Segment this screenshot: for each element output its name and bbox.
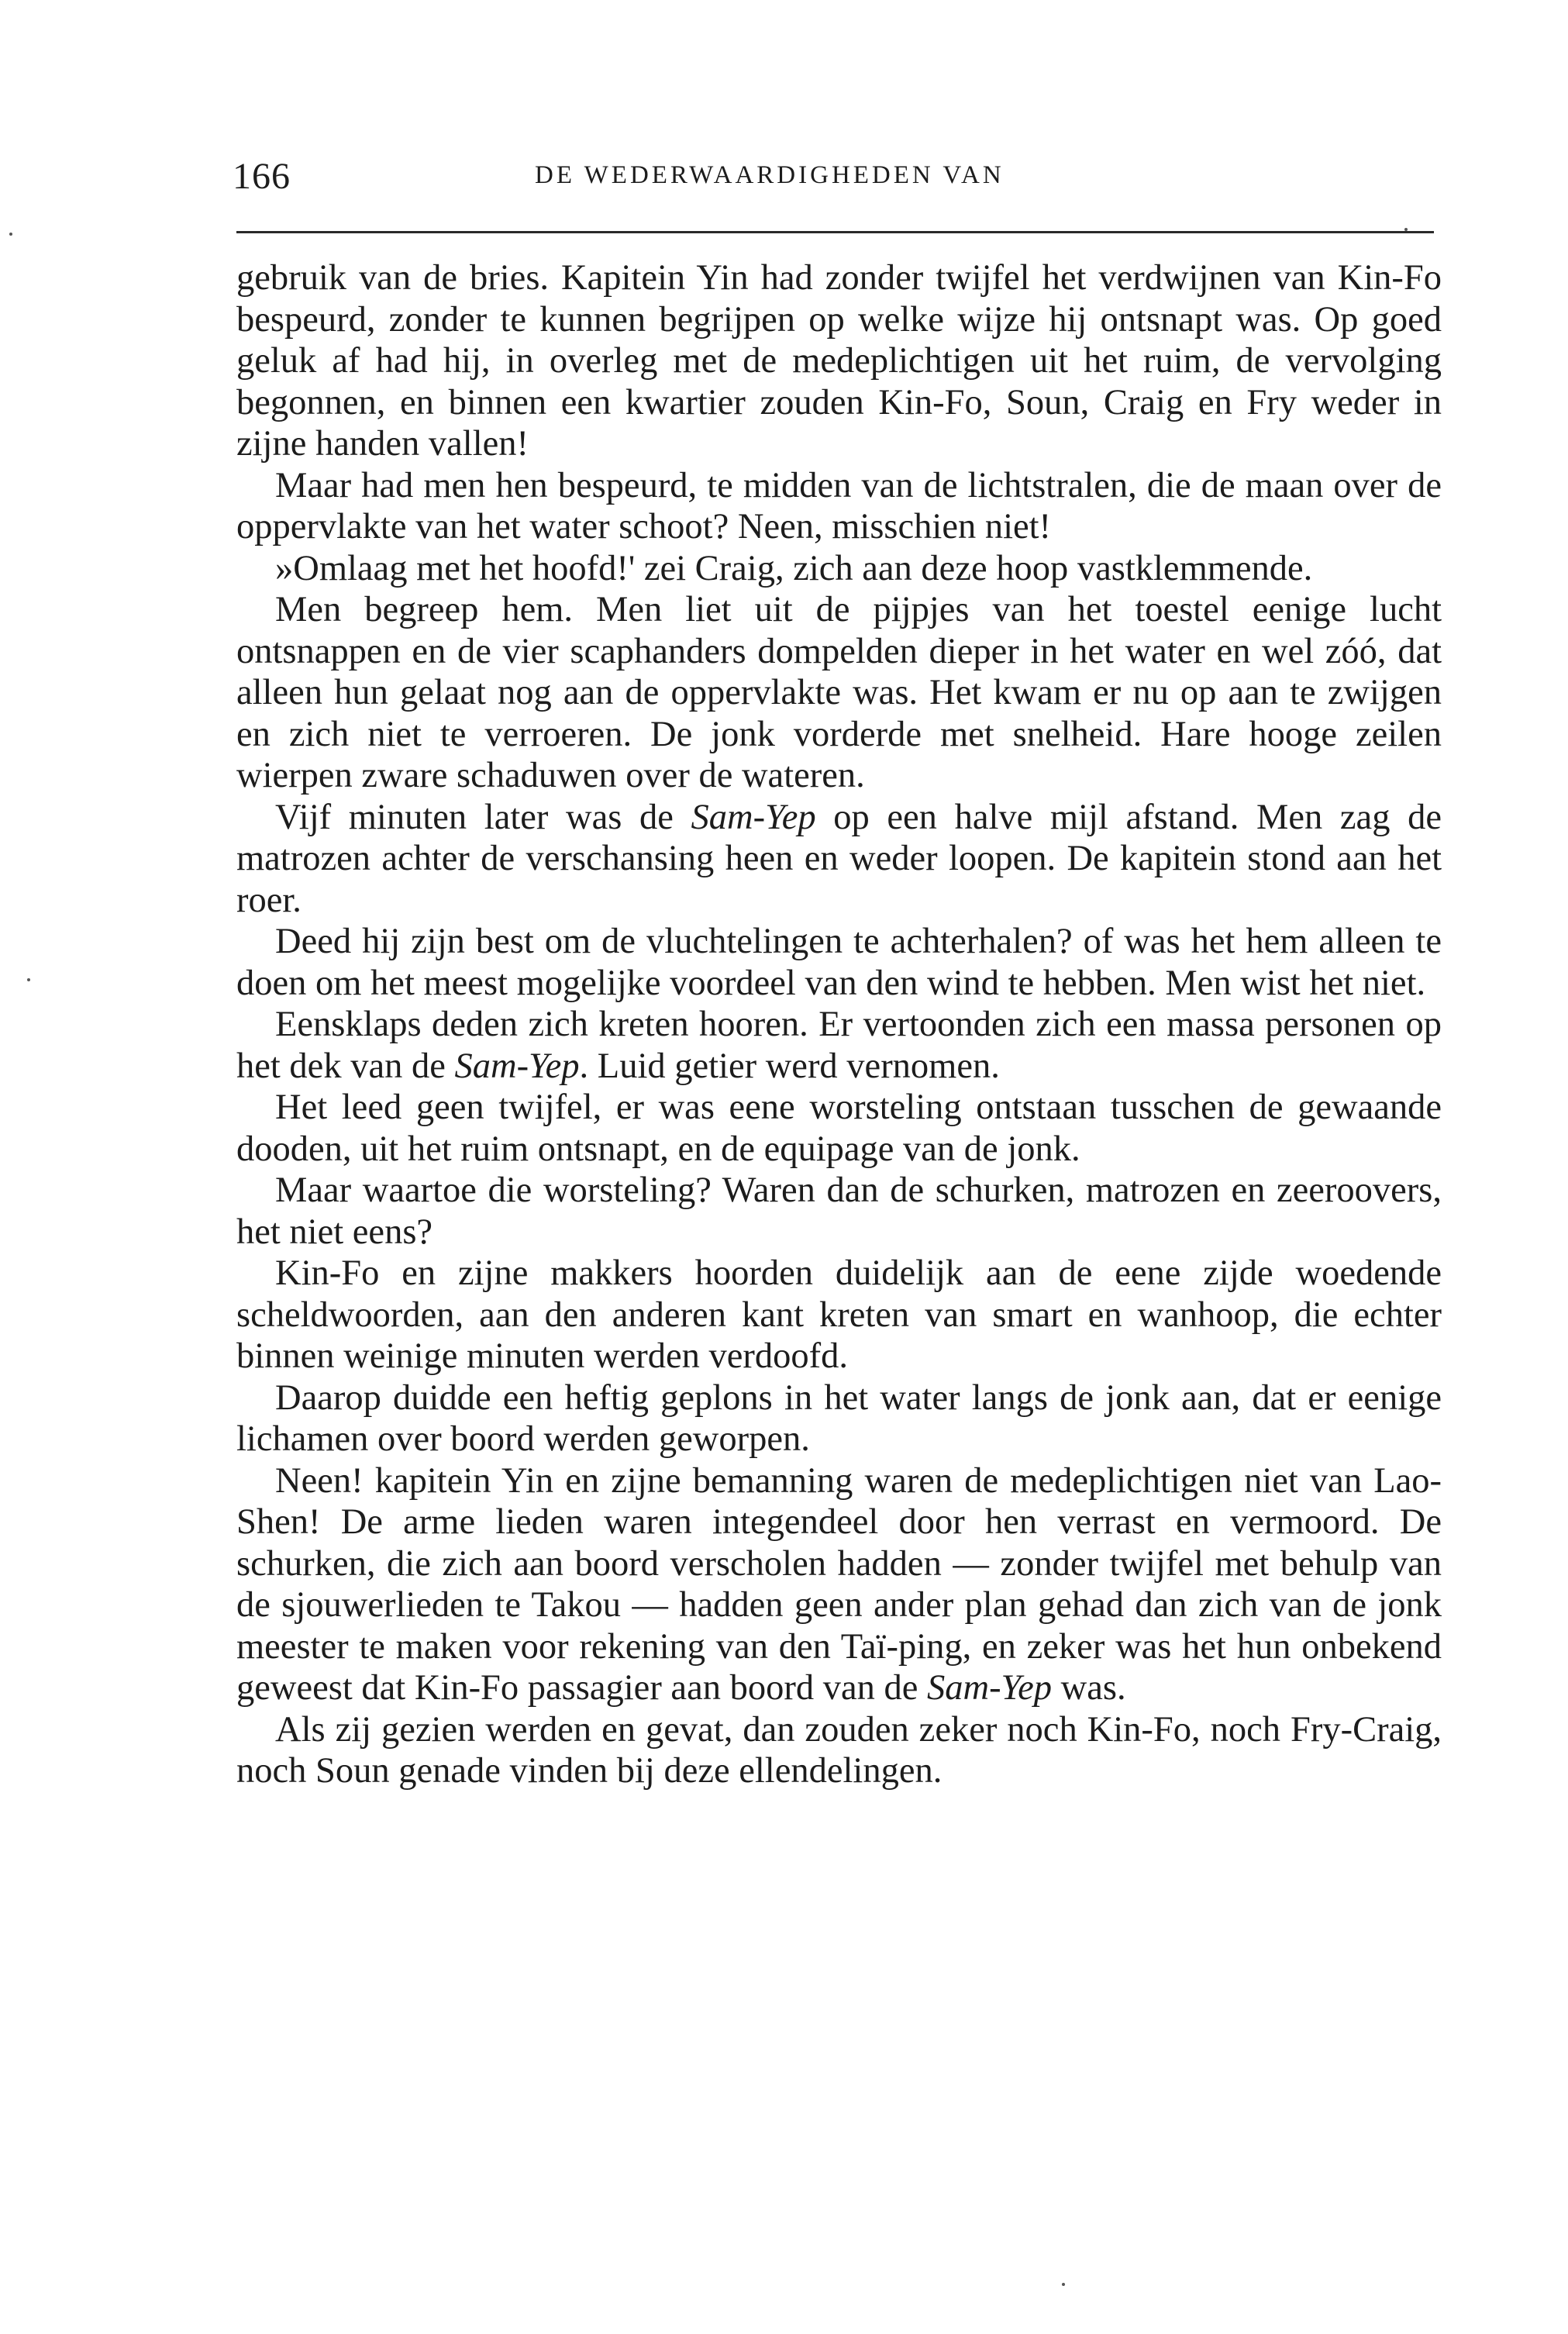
page-header	[233, 155, 1434, 202]
ship-name: Sam-Yep	[691, 797, 816, 837]
paragraph	[236, 257, 1442, 465]
paragraph	[236, 921, 1442, 1004]
paragraph	[236, 1004, 1442, 1087]
paragraph-text: Maar had men hen bespeurd, te midden van de lichtstralen, die de maan over de oppervlakte van het water schoot? Neen, misschien niet!	[236, 465, 1442, 546]
paragraph-text: Vijf minuten later was de	[275, 797, 691, 837]
paragraph	[236, 589, 1442, 797]
paragraph	[236, 797, 1442, 922]
paragraph-text: gebruik van de bries. Kapitein Yin had zonder twijfel het verdwijnen van Kin-Fo bespeurd, zonder te kunnen begrijpen op welke wijze hij ontsnapt was. Op goed geluk af had hij, in overleg met de medeplichtigen uit het ruim, de vervolging begonnen, en binnen een kwartier zouden Kin-Fo, Soun, Craig en Fry weder in zijne handen vallen!	[236, 258, 1442, 464]
paragraph-text: . Luid getier werd vernomen.	[579, 1046, 1000, 1086]
paragraph-text: Als zij gezien werden en gevat, dan zouden zeker noch Kin-Fo, noch Fry-Craig, noch Soun genade vinden bij deze ellendelingen.	[236, 1709, 1442, 1791]
paragraph	[236, 548, 1442, 590]
paper-speck	[27, 978, 30, 981]
paragraph-text: Neen! kapitein Yin en zijne bemanning waren de medeplichtigen niet van Lao-Shen! De arme lieden waren integendeel door hen verrast en vermoord. De schurken, die zich aan boord verscholen hadden — zonder twijfel met behulp van de sjouwerlieden te Takou — hadden geen ander plan gehad dan zich van de jonk meester te maken voor rekening van den Taï-ping, en zeker was het hun onbekend geweest dat Kin-Fo passagier aan boord van de	[236, 1460, 1442, 1708]
paragraph	[236, 465, 1442, 548]
header-rule	[236, 231, 1434, 233]
paragraph-text: Eensklaps deden zich kreten hooren. Er vertoonden zich een massa personen op het dek van de	[236, 1005, 1442, 1086]
paragraph-text: Deed hij zijn best om de vluchtelingen te achterhalen? of was het hem alleen te doen om het meest mogelijke voordeel van den wind te hebben. Men wist het niet.	[236, 922, 1442, 1003]
ship-name: Sam-Yep	[926, 1668, 1053, 1708]
paragraph	[236, 1460, 1442, 1709]
paragraph-text: Het leed geen twijfel, er was eene worsteling ontstaan tusschen de gewaande dooden, uit het ruim ontsnapt, en de equipage van de jonk.	[236, 1088, 1442, 1169]
paragraph-text: Kin-Fo en zijne makkers hoorden duidelijk aan de eene zijde woedende scheldwoorden, aan den anderen kant kreten van smart en wanhoop, die echter binnen weinige minuten werden verdoofd.	[236, 1253, 1442, 1376]
paragraph-text: Daarop duidde een heftig geplons in het water langs de jonk aan, dat er eenige lichamen over boord werden geworpen.	[236, 1377, 1442, 1459]
paragraph-text: op een halve mijl afstand. Men zag de matrozen achter de verschansing heen en weder loopen. De kapitein stond aan het roer.	[236, 797, 1442, 920]
paragraph-text: was.	[1052, 1668, 1126, 1708]
paragraph	[236, 1170, 1442, 1253]
paper-speck	[1404, 228, 1408, 231]
paragraph	[236, 1087, 1442, 1170]
paragraph	[236, 1709, 1442, 1792]
paragraph-text: Men begreep hem. Men liet uit de pijpjes van het toestel eenige lucht ontsnappen en de vier scaphanders dompelden dieper in het water en wel zóó, dat alleen hun gelaat nog aan de oppervlakte was. Het kwam er nu op aan te zwijgen en zich niet te verroeren. De jonk vorderde met snelheid. Hare hooge zeilen wierpen zware schaduwen over de wateren.	[236, 590, 1442, 795]
paragraph	[236, 1377, 1442, 1460]
page-number: 166	[233, 156, 291, 197]
paragraph-text: »Omlaag met het hoofd!' zei Craig, zich aan deze hoop vastklemmende.	[275, 548, 1313, 588]
body-text	[236, 257, 1442, 1792]
paper-speck	[1062, 2283, 1065, 2286]
paragraph-text: Maar waartoe die worsteling? Waren dan de schurken, matrozen en zeeroovers, het niet eens?	[236, 1170, 1442, 1252]
paragraph	[236, 1253, 1442, 1377]
ship-name: Sam-Yep	[454, 1046, 580, 1086]
running-title: DE WEDERWAARDIGHEDEN VAN	[535, 161, 1005, 189]
paper-speck	[9, 233, 12, 236]
